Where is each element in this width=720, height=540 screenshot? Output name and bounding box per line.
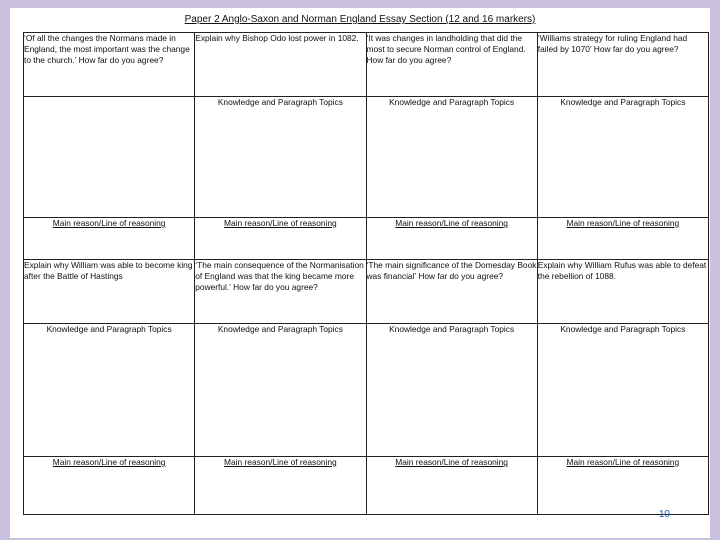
knowledge-cell: Knowledge and Paragraph Topics — [537, 97, 708, 218]
reasoning-cell: Main reason/Line of reasoning — [24, 218, 195, 260]
question-cell: ‘Of all the changes the Normans made in England, the most important was the change to the church.’ How far do you agree? — [24, 33, 195, 97]
page-title: Paper 2 Anglo-Saxon and Norman England Essay Section (12 and 16 markers) — [184, 14, 536, 25]
document-page — [10, 8, 710, 538]
question-cell: Explain why William Rufus was able to defeat the rebellion of 1088. — [537, 260, 708, 324]
question-cell: ‘It was changes in landholding that did the most to secure Norman control of England. How far do you agree? — [366, 33, 537, 97]
knowledge-cell: Knowledge and Paragraph Topics — [366, 97, 537, 218]
knowledge-row — [24, 97, 709, 218]
page-number: 10 — [658, 509, 670, 520]
knowledge-cell: Knowledge and Paragraph Topics — [195, 324, 366, 457]
essay-grid — [23, 32, 709, 515]
question-row — [24, 260, 709, 324]
reasoning-cell: Main reason/Line of reasoning — [537, 457, 708, 515]
reasoning-row — [24, 218, 709, 260]
knowledge-cell: Knowledge and Paragraph Topics — [537, 324, 708, 457]
reasoning-row — [24, 457, 709, 515]
question-row — [24, 33, 709, 97]
question-cell: Explain why Bishop Odo lost power in 1082. — [195, 33, 366, 97]
reasoning-cell: Main reason/Line of reasoning — [195, 218, 366, 260]
reasoning-cell: Main reason/Line of reasoning — [366, 457, 537, 515]
knowledge-row — [24, 324, 709, 457]
question-cell: ‘The main consequence of the Normanisation of England was that the king became more powerful.’ How far do you agree? — [195, 260, 366, 324]
knowledge-cell: Knowledge and Paragraph Topics — [24, 324, 195, 457]
reasoning-cell: Main reason/Line of reasoning — [24, 457, 195, 515]
knowledge-cell: Knowledge and Paragraph Topics — [195, 97, 366, 218]
question-cell: Explain why William was able to become king after the Battle of Hastings — [24, 260, 195, 324]
reasoning-cell: Main reason/Line of reasoning — [195, 457, 366, 515]
reasoning-cell: Main reason/Line of reasoning — [366, 218, 537, 260]
knowledge-cell — [24, 97, 195, 218]
knowledge-cell: Knowledge and Paragraph Topics — [366, 324, 537, 457]
reasoning-cell: Main reason/Line of reasoning — [537, 218, 708, 260]
question-cell: ‘Williams strategy for ruling England had failed by 1070’ How far do you agree? — [537, 33, 708, 97]
question-cell: ‘The main significance of the Domesday Book was financial’ How far do you agree? — [366, 260, 537, 324]
